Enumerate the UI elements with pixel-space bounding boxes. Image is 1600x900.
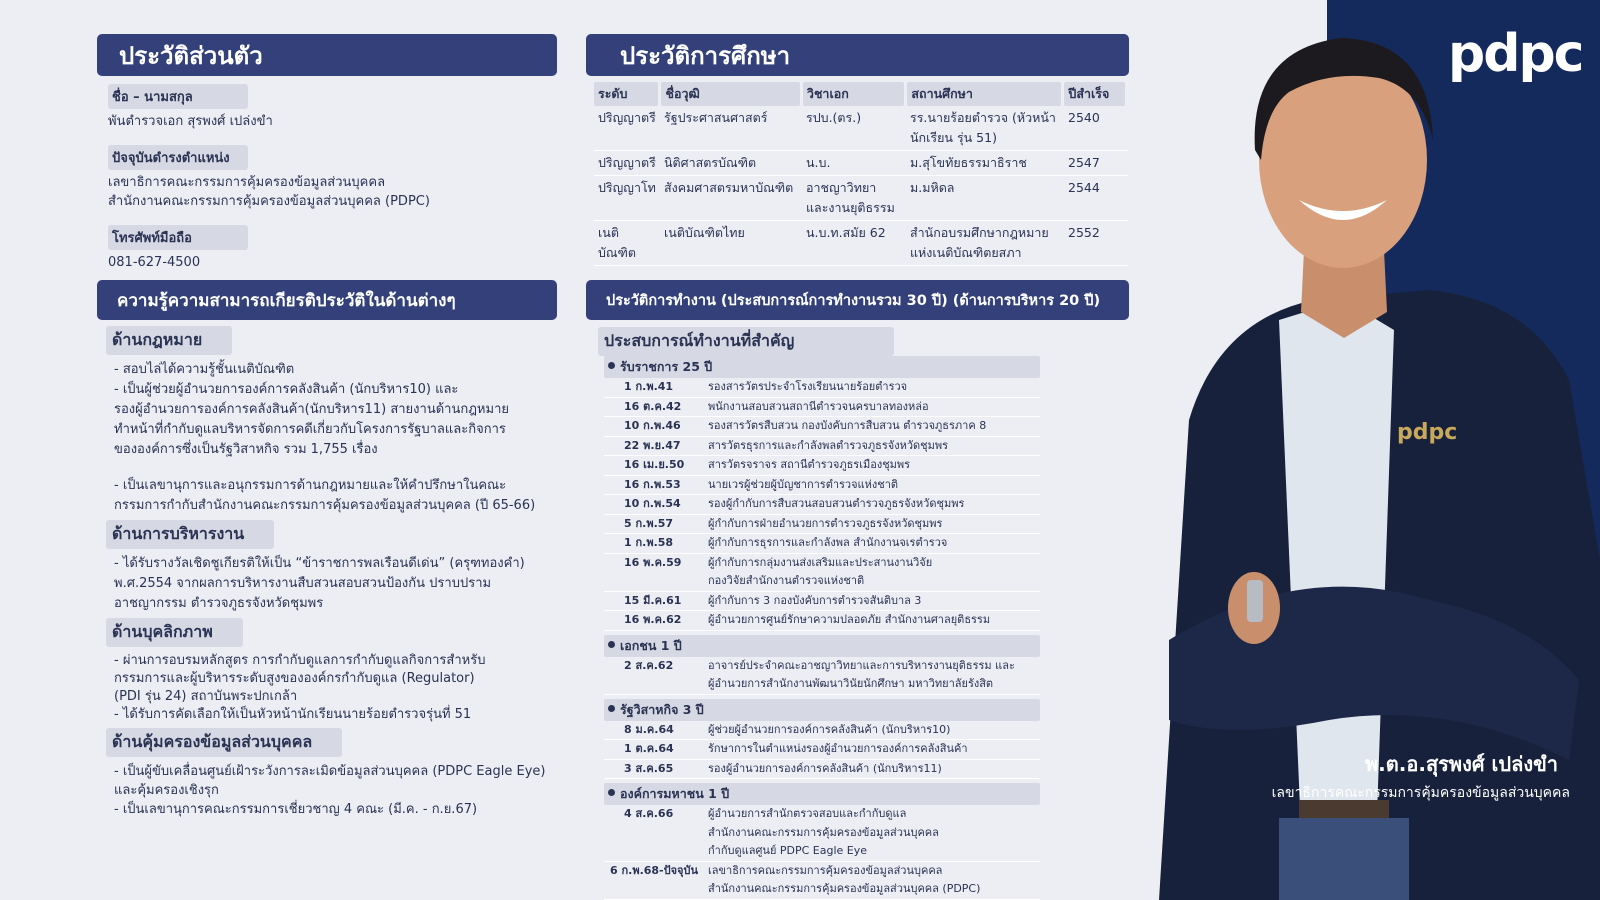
work-date: 4 ส.ค.66 xyxy=(624,807,674,820)
work-subheader: ประสบการณ์ทำงานที่สำคัญ xyxy=(598,327,894,356)
table-cell: รปบ.(ตร.) xyxy=(806,110,862,125)
work-desc: รองสารวัตรประจำโรงเรียนนายร้อยตำรวจ xyxy=(708,380,908,393)
list-item xyxy=(604,456,1040,476)
work-date: 6 ก.พ.68-ปัจจุบัน xyxy=(610,863,698,877)
work-group-state-enterprise xyxy=(604,699,1040,780)
position-label: ปัจจุบันดำรงตำแหน่ง xyxy=(108,145,248,170)
skills-group-management xyxy=(106,520,566,614)
skills-item: กรรมการกำกับสำนักงานคณะกรรมการคุ้มครองข้อมูลส่วนบุคคล (ปี 65-66) xyxy=(114,498,536,513)
list-item xyxy=(604,740,1040,760)
work-date: 16 ก.พ.53 xyxy=(624,477,681,491)
table-cell: น.บ. xyxy=(806,155,831,170)
work-group-title: รัฐวิสาหกิจ 3 ปี xyxy=(604,699,1040,721)
work-desc: ผู้อำนวยการสำนักตรวจสอบและกำกับดูแล สำนักงานคณะกรรมการคุ้มครองข้อมูลส่วนบุคคล กำกับดูแลศูนย์ PDPC Eagle Eye xyxy=(708,807,939,857)
table-cell: รร.นายร้อยตำรวจ (หัวหน้านักเรียน รุ่น 51) xyxy=(910,110,1056,145)
table-cell: ม.สุโขทัยธรรมาธิราช xyxy=(910,155,1027,170)
work-date: 1 ต.ค.64 xyxy=(624,742,674,755)
table-cell: ปริญญาโท xyxy=(598,180,656,195)
work-date: 10 ก.พ.54 xyxy=(624,497,681,510)
work-date: 16 เม.ย.50 xyxy=(624,458,685,471)
personal-header: ประวัติส่วนตัว xyxy=(97,34,557,76)
table-cell: สำนักอบรมศึกษากฎหมาย แห่งเนติบัณฑิตยสภา xyxy=(910,225,1049,260)
list-item xyxy=(604,805,1040,862)
education-col-degree: ชื่อวุฒิ xyxy=(661,82,799,106)
work-date: 1 ก.พ.41 xyxy=(624,380,674,393)
table-cell: น.บ.ท.สมัย 62 xyxy=(806,225,886,240)
work-desc: ผู้กำกับการธุรการและกำลังพล สำนักงานจเรตำรวจ xyxy=(708,536,948,549)
work-desc: รองผู้กำกับการสืบสวนสอบสวนตำรวจภูธรจังหวัดชุมพร xyxy=(708,497,965,510)
work-group-title: เอกชน 1 ปี xyxy=(604,635,1040,657)
work-desc: อาจารย์ประจำคณะอาชญาวิทยาและการบริหารงานยุติธรรม และ ผู้อำนวยการสำนักงานพัฒนาวินัยนักศึกษา มหาวิทยาลัยรังสิต xyxy=(708,658,1015,690)
education-table xyxy=(594,82,1128,266)
skills-section xyxy=(106,326,566,823)
table-cell: ปริญญาตรี xyxy=(598,155,656,170)
list-item xyxy=(604,760,1040,780)
work-group-government xyxy=(604,356,1040,631)
table-cell: 2552 xyxy=(1068,225,1100,240)
list-item xyxy=(604,515,1040,535)
work-desc: รองผู้อำนวยการองค์การคลังสินค้า (นักบริหาร11) xyxy=(708,761,942,775)
jacket-logo: pdpc xyxy=(1397,420,1458,445)
education-col-major: วิชาเอก xyxy=(803,82,904,106)
skills-item: - เป็นผู้ขับเคลื่อนศูนย์เฝ้าระวังการละเมิดข้อมูลส่วนบุคคล (PDPC Eagle Eye) xyxy=(114,764,546,779)
work-date: 16 พ.ค.59 xyxy=(624,555,682,569)
education-col-institution: สถานศึกษา xyxy=(907,82,1061,106)
table-cell: 2540 xyxy=(1068,110,1100,125)
skills-item: ทำหน้าที่กำกับดูแลบริหารจัดการคดีเกี่ยวกับโครงการรัฐบาลและกิจการ xyxy=(114,422,506,437)
work-date: 2 ส.ค.62 xyxy=(624,658,674,672)
table-cell: นิติศาสตรบัณฑิต xyxy=(664,155,757,170)
list-item xyxy=(604,534,1040,554)
work-desc: ผู้ช่วยผู้อำนวยการองค์การคลังสินค้า (นักบริหาร10) xyxy=(708,722,951,736)
work-date: 16 ต.ค.42 xyxy=(624,399,682,413)
education-header: ประวัติการศึกษา xyxy=(586,34,1129,76)
skills-item: พ.ศ.2554 จากผลการบริหารงานสืบสวนสอบสวนป้องกัน ปราบปราม xyxy=(114,576,492,591)
work-date: 22 พ.ย.47 xyxy=(624,438,681,452)
education-col-level: ระดับ xyxy=(594,82,658,106)
work-date: 3 ส.ค.65 xyxy=(624,761,674,775)
skills-item: และคุ้มครองเชิงรุก xyxy=(114,783,219,798)
work-desc: ผู้กำกับการกลุ่มงานส่งเสริมและประสานงานวิจัย กองวิจัยสำนักงานตำรวจแห่งชาติ xyxy=(708,555,933,587)
education-header-row xyxy=(594,82,1128,106)
name-value: พันตำรวจเอก สุรพงศ์ เปล่งขำ xyxy=(108,114,273,129)
list-item xyxy=(604,398,1040,418)
list-item xyxy=(604,862,1040,900)
education-col-year: ปีสำเร็จ xyxy=(1064,82,1125,106)
work-date: 10 ก.พ.46 xyxy=(624,419,681,432)
person-title: เลขาธิการคณะกรรมการคุ้มครองข้อมูลส่วนบุคคล xyxy=(1271,785,1570,801)
table-row xyxy=(594,151,1128,176)
work-desc: ผู้กำกับการ 3 กองบังคับการตำรวจสันติบาล 3 xyxy=(708,593,922,607)
table-cell: สังคมศาสตรมหาบัณฑิต xyxy=(664,180,794,195)
personal-info xyxy=(108,84,548,282)
skills-item: (PDI รุ่น 24) สถาบันพระปกเกล้า xyxy=(114,689,298,704)
work-desc: รองสารวัตรสืบสวน กองบังคับการสืบสวน ตำรวจภูธรภาค 8 xyxy=(708,419,987,432)
list-item xyxy=(604,476,1040,496)
phone-label: โทรศัพท์มือถือ xyxy=(108,225,248,250)
work-desc: สารวัตรธุรการและกำลังพลตำรวจภูธรจังหวัดชุมพร xyxy=(708,438,949,452)
skills-group-personality xyxy=(106,618,566,724)
work-date: 5 ก.พ.57 xyxy=(624,516,674,530)
work-group-private xyxy=(604,635,1040,695)
phone-value: 081-627-4500 xyxy=(108,255,201,270)
skills-item: - เป็นเลขานุการคณะกรรมการเชี่ยวชาญ 4 คณะ (มี.ค. - ก.ย.67) xyxy=(114,802,478,817)
skills-item: อาชญากรรม ตำรวจภูธรจังหวัดชุมพร xyxy=(114,596,324,611)
skills-item: - ได้รับรางวัลเชิดชูเกียรติให้เป็น “ข้าราชการพลเรือนดีเด่น” (ครุฑทองคำ) xyxy=(114,556,525,571)
work-desc: ผู้กำกับการฝ่ายอำนวยการตำรวจภูธรจังหวัดชุมพร xyxy=(708,516,943,530)
skills-item: กรรมการและผู้บริหารระดับสูงขององค์กรกำกับดูแล (Regulator) xyxy=(114,671,475,686)
position-line-1: เลขาธิการคณะกรรมการคุ้มครองข้อมูลส่วนบุคคล xyxy=(108,175,386,190)
skills-item: รองผู้อำนวยการองค์การคลังสินค้า(นักบริหาร11) สายงานด้านกฎหมาย xyxy=(114,402,509,417)
work-group-title: รับราชการ 25 ปี xyxy=(604,356,1040,378)
skills-item: - ผ่านการอบรมหลักสูตร การกำกับดูแลการกำกับดูแลกิจการสำหรับ xyxy=(114,653,486,668)
table-cell: อาชญาวิทยา และงานยุติธรรม xyxy=(806,180,895,215)
skills-group-law xyxy=(106,326,566,516)
skills-item: - สอบไล่ได้ความรู้ชั้นเนติบัณฑิต xyxy=(114,362,295,377)
list-item xyxy=(604,554,1040,592)
list-item xyxy=(604,437,1040,457)
skills-group-title: ด้านคุ้มครองข้อมูลส่วนบุคคล xyxy=(106,728,342,757)
list-item xyxy=(604,657,1040,695)
skills-group-title: ด้านบุคลิกภาพ xyxy=(106,618,243,647)
work-date: 15 มี.ค.61 xyxy=(624,593,682,607)
list-item xyxy=(604,592,1040,612)
skills-item: - เป็นผู้ช่วยผู้อำนวยการองค์การคลังสินค้า (นักบริหาร10) และ xyxy=(114,382,459,397)
position-line-2: สำนักงานคณะกรรมการคุ้มครองข้อมูลส่วนบุคคล (PDPC) xyxy=(108,194,430,209)
table-cell: ม.มหิดล xyxy=(910,180,955,195)
list-item xyxy=(604,495,1040,515)
work-desc: สารวัตรจราจร สถานีตำรวจภูธรเมืองชุมพร xyxy=(708,458,911,471)
work-date: 1 ก.พ.58 xyxy=(624,536,674,549)
list-item xyxy=(604,417,1040,437)
skills-item: ขององค์การซึ่งเป็นรัฐวิสาหกิจ รวม 1,755 เรื่อง xyxy=(114,442,378,457)
work-date: 16 พ.ค.62 xyxy=(624,613,682,626)
pdpc-logo: pdpc xyxy=(1448,24,1583,84)
work-desc: รักษาการในตำแหน่งรองผู้อำนวยการองค์การคลังสินค้า xyxy=(708,742,968,755)
work-desc: ผู้อำนวยการศูนย์รักษาความปลอดภัย สำนักงานศาลยุติธรรม xyxy=(708,613,991,626)
table-cell: เนติบัณฑิต xyxy=(598,225,637,260)
work-timeline xyxy=(604,356,1040,900)
table-row xyxy=(594,106,1128,151)
person-name: พ.ต.อ.สุรพงศ์ เปล่งขำ xyxy=(1365,752,1558,776)
work-group-title: องค์การมหาชน 1 ปี xyxy=(604,783,1040,805)
skills-item: - เป็นเลขานุการและอนุกรรมการด้านกฎหมายและให้คำปรึกษาในคณะ xyxy=(114,478,507,493)
list-item xyxy=(604,611,1040,631)
work-desc: นายเวรผู้ช่วยผู้บัญชาการตำรวจแห่งชาติ xyxy=(708,477,899,491)
table-cell: รัฐประศาสนศาสตร์ xyxy=(664,110,768,125)
table-cell: 2547 xyxy=(1068,155,1100,170)
work-group-public-organization xyxy=(604,783,1040,900)
list-item xyxy=(604,378,1040,398)
work-desc: เลขาธิการคณะกรรมการคุ้มครองข้อมูลส่วนบุคคล สำนักงานคณะกรรมการคุ้มครองข้อมูลส่วนบุคคล (PDPC) xyxy=(708,863,981,895)
table-row xyxy=(594,221,1128,266)
name-label: ชื่อ – นามสกุล xyxy=(108,84,248,109)
skills-group-data-protection xyxy=(106,728,566,819)
work-desc: พนักงานสอบสวนสถานีตำรวจนครบาลทองหล่อ xyxy=(708,399,929,413)
list-item xyxy=(604,721,1040,741)
work-date: 8 ม.ค.64 xyxy=(624,722,674,736)
table-cell: ปริญญาตรี xyxy=(598,110,656,125)
skills-group-title: ด้านกฎหมาย xyxy=(106,326,232,355)
work-header: ประวัติการทำงาน (ประสบการณ์การทำงานรวม 30 ปี) (ด้านการบริหาร 20 ปี) xyxy=(586,280,1129,320)
skills-group-title: ด้านการบริหารงาน xyxy=(106,520,274,549)
skills-header: ความรู้ความสามารถเกียรติประวัติในด้านต่างๆ xyxy=(97,280,557,320)
table-row xyxy=(594,176,1128,221)
table-cell: เนติบัณฑิตไทย xyxy=(664,225,745,240)
table-cell: 2544 xyxy=(1068,180,1100,195)
skills-item: - ได้รับการคัดเลือกให้เป็นหัวหน้านักเรียนนายร้อยตำรวจรุ่นที่ 51 xyxy=(114,707,472,722)
